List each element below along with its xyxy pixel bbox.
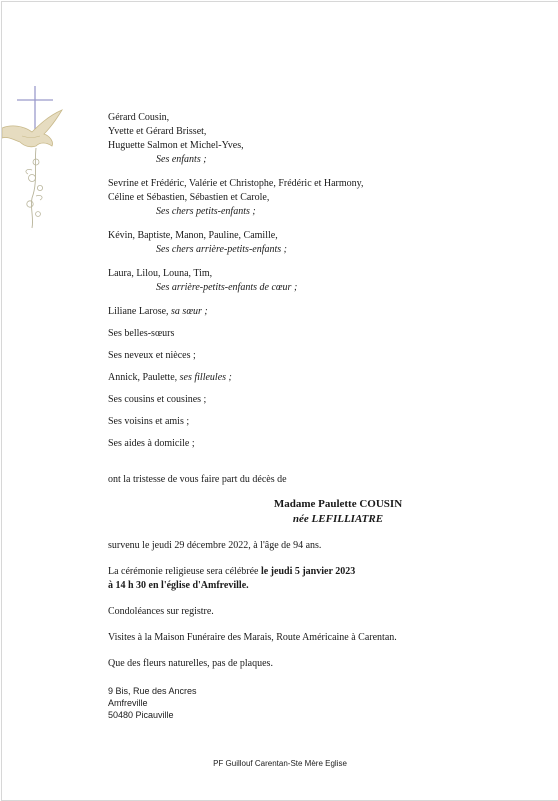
deceased-name: Madame Paulette COUSIN — [273, 498, 403, 510]
address-block — [108, 685, 528, 721]
grandchild-names: Céline et Sébastien, Sébastien et Carole, — [108, 192, 270, 203]
notice-content — [108, 111, 528, 721]
goddaughter-names: Annick, Paulette, — [108, 372, 178, 383]
child-name: Yvette et Gérard Brisset, — [108, 126, 207, 137]
cousins-line: Ses cousins et cousines ; — [108, 394, 207, 405]
home-aides-line: Ses aides à domicile ; — [108, 438, 195, 449]
sister-name: Liliane Larose, — [108, 306, 169, 317]
announcement-line: ont la tristesse de vous faire part du décès de — [108, 474, 287, 485]
grandchildren-group — [108, 177, 528, 219]
visits-line: Visites à la Maison Funéraire des Marais, Route Américaine à Carentan. — [108, 632, 397, 643]
ceremony-time-place: à 14 h 30 en l'église d'Amfreville. — [108, 580, 249, 591]
death-info-line: survenu le jeudi 29 décembre 2022, à l'âge de 94 ans. — [108, 540, 322, 551]
sister-label: sa sœur ; — [171, 306, 208, 317]
address-line: 50480 Picauville — [108, 710, 174, 720]
ceremony-prefix: La cérémonie religieuse sera célébrée — [108, 566, 259, 577]
great-grandchildren-label: Ses chers arrière-petits-enfants ; — [156, 244, 287, 255]
heart-great-grandchild-names: Laura, Lilou, Louna, Tim, — [108, 268, 213, 279]
goddaughters-label: ses filleules ; — [179, 372, 232, 383]
heart-great-grandchildren-group — [108, 267, 528, 295]
ceremony-block — [108, 565, 528, 593]
grandchildren-label: Ses chers petits-enfants ; — [156, 206, 256, 217]
heart-great-grandchildren-label: Ses arrière-petits-enfants de cœur ; — [156, 282, 298, 293]
notice-sheet — [1, 1, 558, 801]
address-line: 9 Bis, Rue des Ancres — [108, 686, 197, 696]
grandchild-names: Sevrine et Frédéric, Valérie et Christophe, Frédéric et Harmony, — [108, 178, 364, 189]
flowers-line: Que des fleurs naturelles, pas de plaques. — [108, 658, 273, 669]
in-laws-line: Ses belles-sœurs — [108, 328, 175, 339]
child-name: Huguette Salmon et Michel-Yves, — [108, 140, 244, 151]
great-grandchild-names: Kévin, Baptiste, Manon, Pauline, Camille, — [108, 230, 278, 241]
great-grandchildren-group — [108, 229, 528, 257]
goddaughters-line — [108, 371, 528, 385]
funeral-home-footer: PF Guillouf Carentan-Ste Mère Eglise — [213, 759, 347, 768]
ceremony-line-1 — [108, 565, 528, 579]
child-name: Gérard Cousin, — [108, 112, 170, 123]
dove-cross-emblem-icon — [2, 86, 72, 236]
children-label: Ses enfants ; — [156, 154, 207, 165]
deceased-block — [108, 497, 418, 527]
ceremony-date: le jeudi 5 janvier 2023 — [260, 566, 356, 577]
children-group — [108, 111, 528, 167]
sister-line — [108, 305, 528, 319]
deceased-maiden-name: née LEFILLIATRE — [292, 513, 384, 525]
nephews-line: Ses neveux et nièces ; — [108, 350, 196, 361]
neighbors-line: Ses voisins et amis ; — [108, 416, 190, 427]
condolences-line: Condoléances sur registre. — [108, 606, 214, 617]
address-line: Amfreville — [108, 698, 148, 708]
